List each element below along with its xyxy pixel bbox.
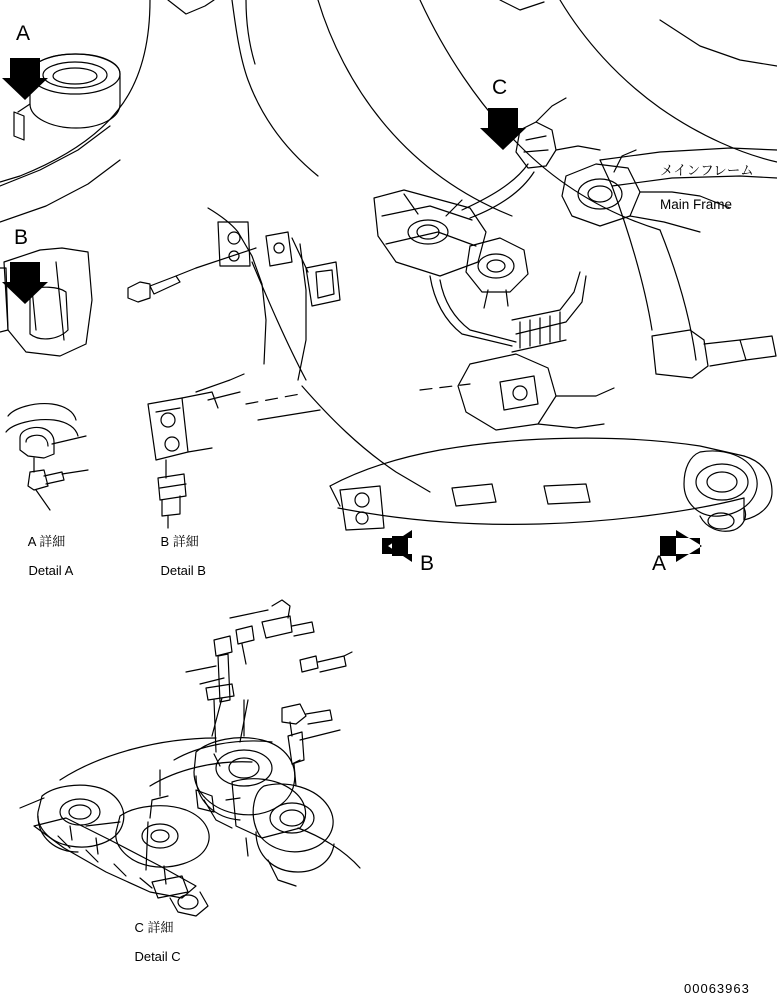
detail-c-caption-en: Detail C (134, 948, 181, 964)
main-frame-label-en: Main Frame (660, 196, 733, 212)
detail-c-caption-jp: C 詳細 (134, 919, 174, 935)
detail-b-caption-en: Detail B (160, 562, 206, 578)
detail-a-caption-jp: A 詳細 (27, 533, 66, 549)
detail-a-caption-en: Detail A (28, 562, 74, 578)
part-number: 00063963 (684, 981, 750, 996)
section-label-c: C (492, 76, 508, 99)
main-frame-label-jp: メインフレーム (660, 162, 754, 178)
detail-b-caption-jp: B 詳細 (160, 533, 199, 549)
view-arrow-label-b: B (420, 552, 435, 575)
section-label-b: B (14, 226, 29, 249)
section-label-a: A (16, 22, 31, 45)
view-arrow-label-a: A (652, 552, 667, 575)
